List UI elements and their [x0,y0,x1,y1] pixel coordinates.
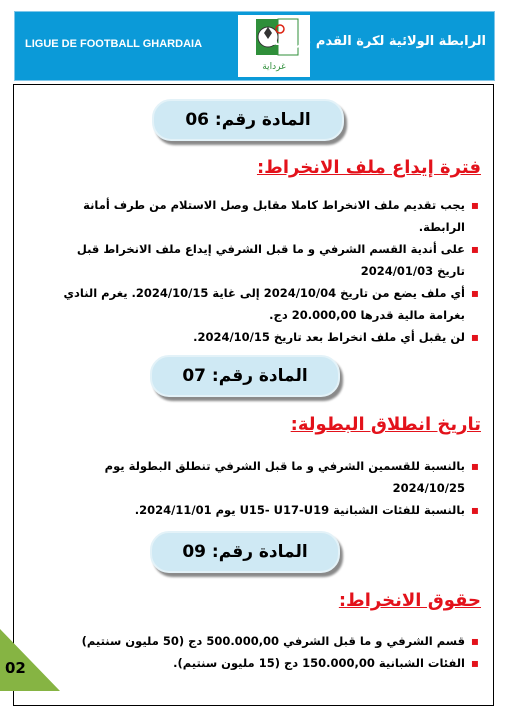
list-item: ▪ على أندية القسم الشرفي و ما قبل الشرفي إيداع ملف الانخراط قبل تاريخ 2024/01/03 [59,238,479,282]
list-item: ▪ يجب تقديم ملف الانخراط كاملا مقابل وصل الاستلام من طرف أمانة الرابطة. [59,194,479,238]
logo-text: غرداية [262,62,286,72]
article-06-badge: المادة رقم: 06 [152,99,344,141]
league-name-arabic: الرابطة الولائية لكرة القدم غرداية [270,34,486,49]
page-number: 02 [5,659,26,677]
header-banner [14,11,495,81]
list-item: ▪ الفئات الشبانية 150.000,00 دج (15 مليون سنتيم). [59,652,479,674]
section-07-list [59,455,479,521]
section-09-list [59,630,479,674]
list-item: ▪ قسم الشرفي و ما قبل الشرفي 500.000,00 دج (50 مليون سنتيم) [59,630,479,652]
section-title-registration-fees: حقوق الانخراط: [338,590,481,611]
section-06-list [59,194,479,348]
list-item: ▪ لن يقبل أي ملف انخراط بعد تاريخ 2024/10/15. [59,326,479,348]
list-item: ▪ بالنسبة للقسمين الشرفي و ما قبل الشرفي تنطلق البطولة يوم 2024/10/25 [59,455,479,499]
list-item: ▪ بالنسبة للفئات الشبانية U15- U17-U19 يوم 2024/11/01. [59,499,479,521]
league-name-latin: LIGUE DE FOOTBALL GHARDAIA [25,38,203,50]
article-09-badge: المادة رقم: 09 [150,531,340,573]
article-07-badge: المادة رقم: 07 [150,355,340,397]
section-title-registration-period: فترة إيداع ملف الانخراط: [256,157,481,178]
list-item: ▪ أي ملف يضع من تاريخ 2024/10/04 إلى غاية 2024/10/15. يغرم النادي بغرامة مالية قدرها 20.000,00 دج. [59,282,479,326]
section-title-league-start: تاريخ انطلاق البطولة: [290,414,481,435]
